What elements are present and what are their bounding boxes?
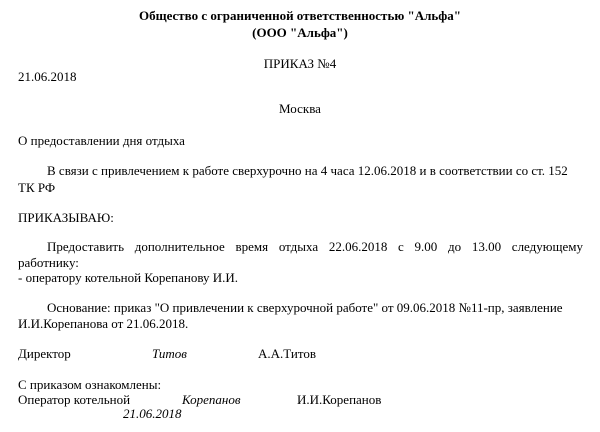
basis-line-2: И.И.Корепанова от 21.06.2018. xyxy=(18,316,189,331)
order-city: Москва xyxy=(279,101,321,116)
director-name: А.А.Титов xyxy=(258,346,316,361)
reason-line-2: ТК РФ xyxy=(18,180,56,195)
order-title: ПРИКАЗ №4 xyxy=(263,56,337,71)
provide-line-2: работнику: xyxy=(18,255,79,270)
order-subject: О предоставлении дня отдыха xyxy=(18,133,185,148)
acquainted-label: С приказом ознакомлены: xyxy=(18,377,162,392)
basis-line-1: Основание: приказ "О привлечении к сверхурочной работе" от 09.06.2018 №11-пр, заявление xyxy=(47,300,563,315)
organization-name: Общество с ограниченной ответственностью "Альфа" xyxy=(139,8,461,23)
director-signature: Титов xyxy=(152,346,187,361)
employee-name: И.И.Корепанов xyxy=(297,392,382,407)
director-position: Директор xyxy=(18,346,71,361)
reason-line-1: В связи с привлечением к работе сверхурочно на 4 часа 12.06.2018 и в соответствии со ст. 152 xyxy=(47,163,568,178)
organization-short-name: (ООО "Альфа") xyxy=(252,25,348,40)
employee-position: Оператор котельной xyxy=(18,392,131,407)
provide-line-1: Предоставить дополнительное время отдыха 22.06.2018 с 9.00 до 13.00 следующему xyxy=(47,239,583,254)
order-command: ПРИКАЗЫВАЮ: xyxy=(18,210,114,225)
employee-signature: Корепанов xyxy=(182,392,241,407)
order-date: 21.06.2018 xyxy=(18,69,77,84)
employee-acquaint-date: 21.06.2018 xyxy=(123,406,182,421)
employee-line: - оператору котельной Корепанову И.И. xyxy=(18,270,239,285)
